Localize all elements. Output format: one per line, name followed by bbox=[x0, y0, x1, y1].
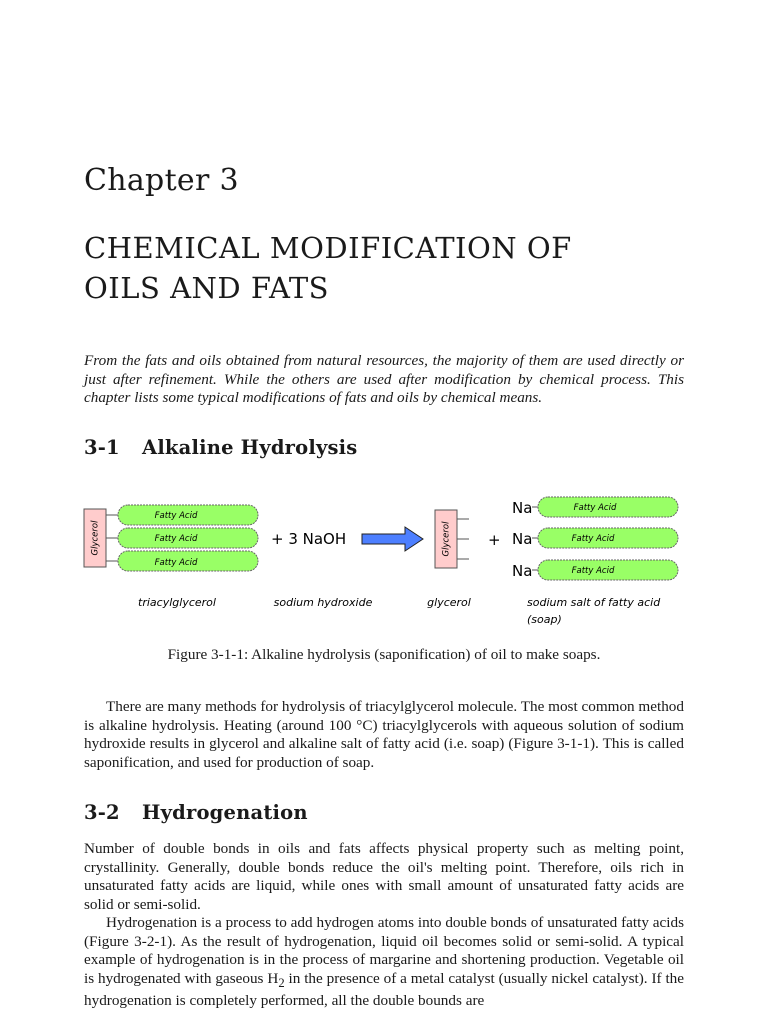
label-glycerol: glycerol bbox=[427, 596, 471, 609]
figure-caption: Figure 3-1-1: Alkaline hydrolysis (saponification) of oil to make soaps. bbox=[167, 646, 601, 663]
intro-paragraph: From the fats and oils obtained from natural resources, the majority of them are used directly or just after refinement. While the others are used after modification by chemical process. This chapter lists some typical modifications of fats and oils by chemical means. bbox=[84, 352, 684, 406]
section-number: 3-2 bbox=[84, 801, 120, 824]
paragraph bbox=[84, 914, 684, 1011]
chapter-title-line-1: CHEMICAL MODIFICATION OF bbox=[84, 231, 572, 265]
reagent-text: + 3 NaOH bbox=[271, 530, 347, 548]
fatty-acid-text: Fatty Acid bbox=[154, 558, 198, 568]
label-soap-line-1: sodium salt of fatty acid bbox=[527, 596, 661, 609]
fatty-acid-text: Fatty Acid bbox=[571, 566, 615, 576]
fatty-acid-chain bbox=[118, 505, 258, 525]
fatty-acid-text: Fatty Acid bbox=[154, 534, 198, 544]
paragraph: There are many methods for hydrolysis of triacylglycerol molecule. The most common method is alkaline hydrolysis. Heating (around 100 °C) triacylglycerols with aqueous solution of sodium hydroxide results in glycerol and alkaline salt of fatty acid (i.e. soap) (Figure 3-1-1). This is called saponification, and used for production of soap. bbox=[84, 698, 684, 771]
fatty-acid-chain bbox=[538, 497, 678, 517]
fatty-acid-chain bbox=[538, 528, 678, 548]
fatty-acid-text: Fatty Acid bbox=[571, 534, 615, 544]
label-triacylglycerol: triacylglycerol bbox=[138, 596, 216, 609]
reaction-arrow-icon bbox=[362, 527, 423, 551]
subscript: 2 bbox=[278, 975, 285, 990]
section-title: Hydrogenation bbox=[142, 801, 308, 824]
reaction-diagram bbox=[80, 490, 690, 635]
glycerol-text-right: Glycerol bbox=[441, 521, 452, 557]
glycerol-text-left: Glycerol bbox=[90, 520, 101, 556]
fatty-acid-text: Fatty Acid bbox=[154, 511, 198, 521]
sodium-label: Na bbox=[512, 499, 533, 517]
sodium-label: Na bbox=[512, 530, 533, 548]
section-heading-3-2 bbox=[84, 801, 308, 824]
section-3-2-body bbox=[84, 840, 684, 1011]
fatty-acid-chain bbox=[538, 560, 678, 580]
chapter-title-line-2: OILS AND FATS bbox=[84, 271, 330, 305]
paragraph-text: Hydrogenation is a process to add hydrogen atoms into double bonds of unsaturated fatty acids (Figure 3-2-1). As the result of hydrogenation, liquid oil becomes solid or semi-solid. A typical example of hydrogenation is in the process of margarine and shortening production. Vegetable oil is hydrogenated with gaseous H bbox=[84, 914, 684, 987]
fatty-acid-chain bbox=[118, 528, 258, 548]
saponification-figure bbox=[80, 490, 690, 635]
section-3-1-body bbox=[84, 698, 684, 772]
sodium-label: Na bbox=[512, 562, 533, 580]
chapter-title bbox=[84, 228, 684, 308]
section-number: 3-1 bbox=[84, 436, 120, 459]
paragraph-text: in the presence of a metal catalyst (usually nickel catalyst). If the hydrogenation is completely performed, all the double bounds are bbox=[84, 969, 684, 1010]
chapter-label: Chapter 3 bbox=[84, 163, 239, 198]
label-sodium-hydroxide: sodium hydroxide bbox=[273, 596, 373, 609]
section-title: Alkaline Hydrolysis bbox=[142, 436, 358, 459]
label-soap-line-2: (soap) bbox=[527, 613, 562, 626]
fatty-acid-text: Fatty Acid bbox=[573, 503, 617, 513]
fatty-acid-chain bbox=[118, 551, 258, 571]
plus-sign: + bbox=[488, 531, 501, 549]
paragraph: Number of double bonds in oils and fats affects physical property such as melting point, crystallinity. Generally, double bonds reduce the oil's melting point. Therefore, oils rich in unsaturated fatty acids are liquid, while ones with small amount of unsaturated fatty acids are solid or semi-solid. bbox=[84, 840, 684, 913]
section-heading-3-1 bbox=[84, 436, 357, 459]
